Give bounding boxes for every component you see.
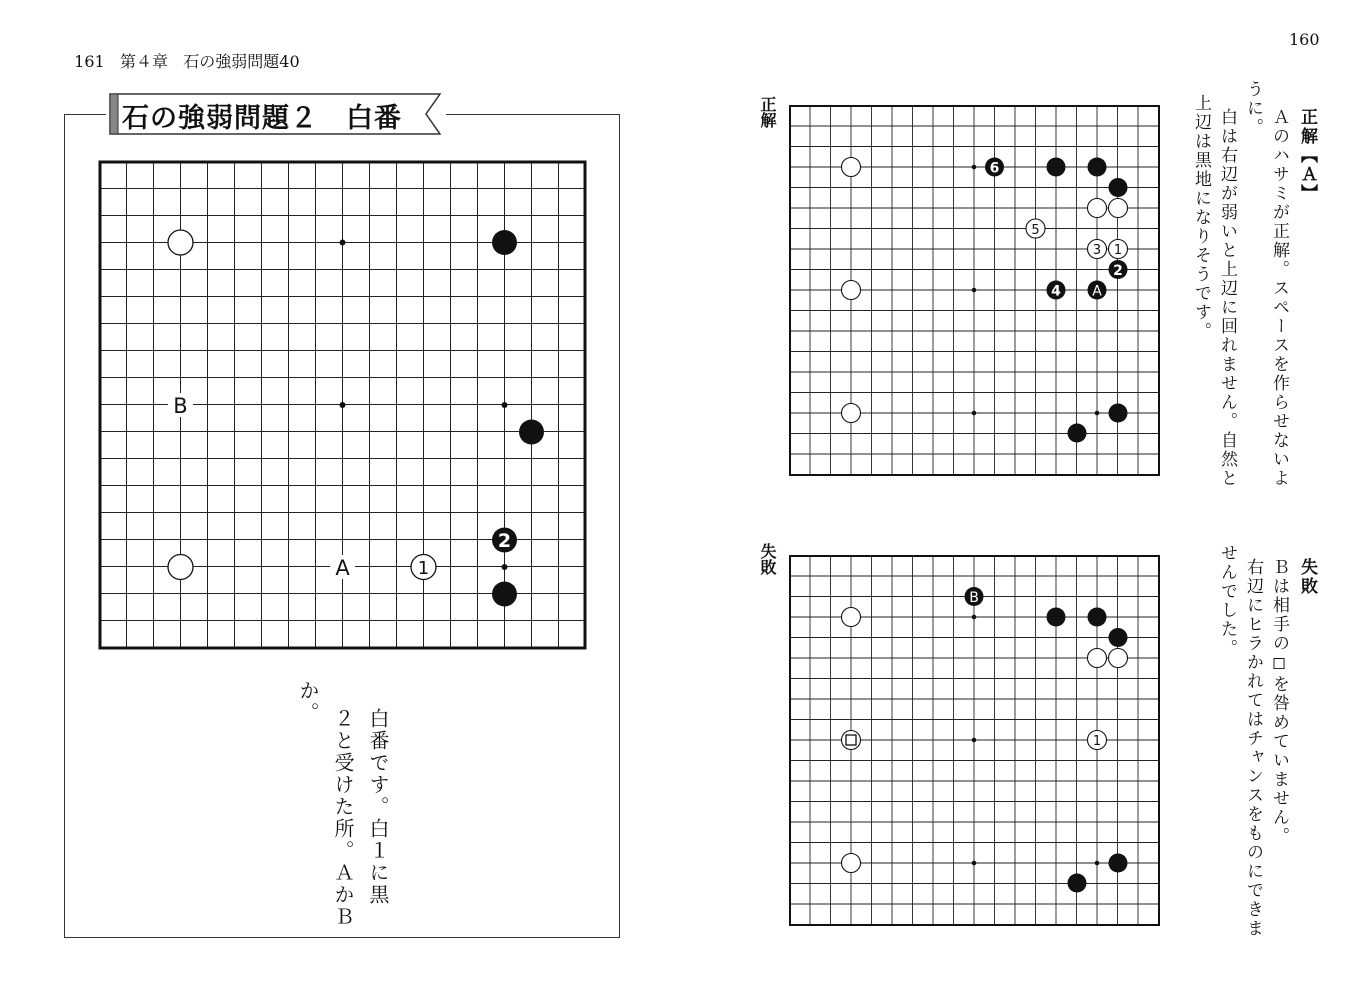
problem-title: 石の強弱問題２ 白番 bbox=[122, 103, 402, 134]
move-number-2: 2 bbox=[497, 530, 512, 552]
chapter-label: 第４章 bbox=[119, 52, 168, 71]
correct-text-col1: Ａのハサミが正解。スペースを作らせないよ bbox=[1269, 108, 1289, 488]
move-number-4: 4 bbox=[1051, 283, 1061, 300]
white-stone bbox=[1109, 649, 1128, 668]
black-stone bbox=[519, 420, 544, 445]
correct-heading bbox=[1294, 108, 1320, 203]
move-number-1: 1 bbox=[417, 558, 430, 579]
chapter-title: 石の強弱問題40 bbox=[183, 52, 300, 71]
move-number-6: 6 bbox=[989, 160, 1000, 177]
white-stone bbox=[168, 230, 193, 255]
black-stone bbox=[1047, 608, 1066, 627]
mark-a: A bbox=[335, 556, 350, 580]
white-stone-marked bbox=[842, 731, 861, 750]
mark-b: B bbox=[173, 394, 188, 418]
white-stone bbox=[1109, 199, 1128, 218]
move-number-5: 5 bbox=[1031, 223, 1040, 238]
white-stone bbox=[1088, 649, 1107, 668]
failure-text-col2: 右辺にヒラかれてはチャンスをものにできま bbox=[1243, 558, 1263, 938]
black-stone bbox=[1109, 178, 1128, 197]
star-point bbox=[502, 564, 508, 570]
white-stone bbox=[842, 608, 861, 627]
page-header-left bbox=[64, 30, 300, 72]
correct-answer: 【Ａ】 bbox=[1297, 146, 1317, 203]
problem-text-col1: 白番です。白１に黒 bbox=[366, 708, 390, 906]
star-point bbox=[972, 861, 977, 866]
right-page-number: 160 bbox=[1289, 30, 1320, 49]
black-stone bbox=[1068, 874, 1087, 893]
star-point bbox=[972, 615, 977, 620]
failure-heading: 失敗 bbox=[1297, 558, 1317, 596]
mark-b: B bbox=[969, 590, 979, 606]
star-point bbox=[340, 240, 346, 246]
failure-text-col1: Ｂは相手の◻︎を咎めていません。 bbox=[1269, 558, 1289, 846]
star-point bbox=[1095, 411, 1100, 416]
white-stone bbox=[842, 158, 861, 177]
move-number-1: 1 bbox=[1092, 734, 1102, 749]
problem-text-col3: か。 bbox=[296, 680, 320, 724]
left-page-number: 161 bbox=[74, 52, 105, 71]
black-stone bbox=[1109, 628, 1128, 647]
problem-go-board bbox=[98, 160, 588, 650]
white-stone bbox=[842, 404, 861, 423]
correct-go-board bbox=[788, 104, 1162, 478]
white-stone bbox=[1088, 199, 1107, 218]
failure-go-board bbox=[788, 554, 1162, 928]
star-point bbox=[340, 402, 346, 408]
star-point bbox=[972, 411, 977, 416]
mark-a: A bbox=[1092, 283, 1102, 300]
correct-diagram-label: 正解 bbox=[758, 96, 777, 128]
failure-diagram-label: 失敗 bbox=[758, 543, 777, 575]
black-stone bbox=[1047, 158, 1066, 177]
black-stone bbox=[1088, 158, 1107, 177]
black-stone bbox=[492, 230, 517, 255]
black-stone bbox=[492, 582, 517, 607]
move-number-3: 3 bbox=[1092, 243, 1102, 258]
black-stone bbox=[1109, 854, 1128, 873]
star-point bbox=[1095, 861, 1100, 866]
correct-text-col4: 上辺は黒地になりそうです。 bbox=[1191, 94, 1211, 341]
star-point bbox=[972, 738, 977, 743]
correct-text-col3: 白は右辺が弱いと上辺に回れません。自然と bbox=[1217, 108, 1237, 488]
correct-heading-label: 正解 bbox=[1297, 108, 1317, 146]
move-number-1: 1 bbox=[1113, 243, 1123, 258]
black-stone bbox=[1068, 424, 1087, 443]
white-stone bbox=[842, 854, 861, 873]
white-stone bbox=[842, 281, 861, 300]
problem-text-col2: ２と受けた所。ＡかＢ bbox=[331, 708, 355, 928]
star-point bbox=[972, 165, 977, 170]
move-number-2: 2 bbox=[1113, 263, 1123, 279]
black-stone bbox=[1109, 404, 1128, 423]
failure-text-col3: せんでした。 bbox=[1217, 544, 1237, 658]
correct-text-col2: うに。 bbox=[1243, 80, 1263, 137]
star-point bbox=[502, 402, 508, 408]
black-stone bbox=[1088, 608, 1107, 627]
white-stone bbox=[168, 555, 193, 580]
star-point bbox=[972, 288, 977, 293]
